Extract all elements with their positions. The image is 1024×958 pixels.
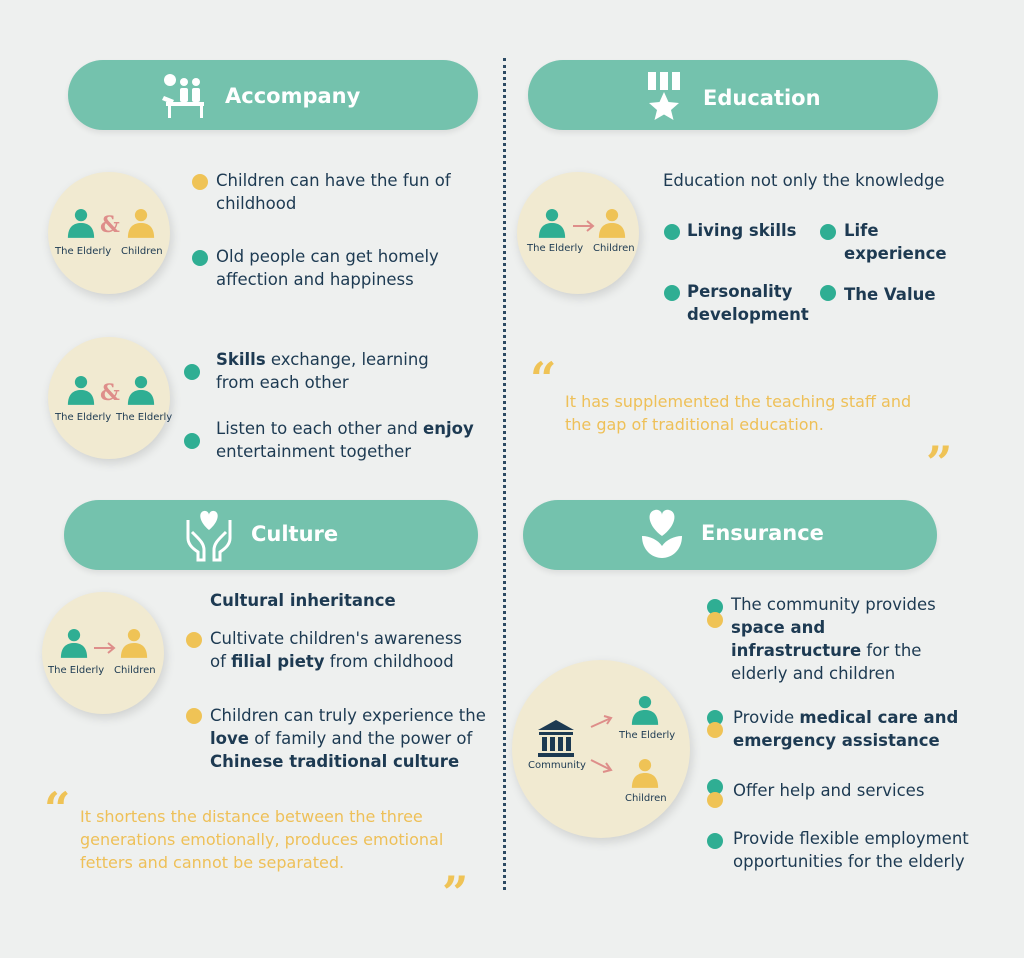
arrow-icon	[93, 642, 117, 654]
education-title: Education	[703, 86, 821, 110]
education-point: Life experience	[844, 221, 947, 263]
accompany-item-3: Skills exchange, learning from each other	[216, 350, 429, 392]
people-playing-icon	[160, 72, 208, 120]
bullet-green	[192, 250, 208, 266]
label-children: Children	[114, 665, 156, 676]
arrow-up-right-icon	[590, 714, 614, 728]
education-point: The Value	[844, 285, 936, 304]
accompany-item-1: Children can have the fun of childhood	[216, 171, 451, 213]
label-elderly: The Elderly	[48, 665, 105, 676]
label-children: Children	[593, 243, 635, 254]
label-children: Children	[625, 793, 667, 804]
bullet-green	[184, 364, 200, 380]
label-elderly: The Elderly	[55, 246, 112, 257]
label-elderly: The Elderly	[619, 730, 676, 741]
bullet-green	[820, 285, 836, 301]
bullet-yellow	[707, 722, 723, 738]
accompany-item-4: Listen to each other and enjoy entertainment together	[216, 419, 474, 461]
ensurance-item-4: Provide flexible employment opportunities for the elderly	[733, 829, 969, 871]
ensurance-item-3: Offer help and services	[733, 781, 925, 800]
bullet-yellow	[707, 612, 723, 628]
culture-item-2: Children can truly experience the love of family and the power of Chinese traditional culture	[210, 706, 486, 771]
elderly-person-icon	[631, 695, 659, 725]
open-quote-mark: “	[530, 352, 557, 406]
ampersand: &	[100, 212, 120, 238]
elderly-person-icon	[60, 628, 88, 658]
education-quote: It has supplemented the teaching staff and the gap of traditional education.	[565, 392, 912, 434]
bullet-yellow	[707, 792, 723, 808]
culture-title: Culture	[251, 522, 339, 546]
bullet-yellow	[186, 708, 202, 724]
elderly-person-icon	[67, 208, 95, 238]
ampersand: &	[100, 380, 120, 406]
culture-heading: Cultural inheritance	[210, 591, 396, 610]
hands-heart-icon	[184, 508, 234, 560]
label-elderly: The Elderly	[116, 412, 173, 423]
elderly-person-icon	[538, 208, 566, 238]
bullet-green	[664, 224, 680, 240]
bullet-green	[707, 833, 723, 849]
building-icon	[536, 718, 576, 758]
bullet-green	[664, 285, 680, 301]
education-point: Living skills	[687, 221, 797, 240]
culture-quote: It shortens the distance between the three generations emotionally, produces emotional fetters and cannot be separated.	[80, 807, 444, 872]
accompany-item-2: Old people can get homely affection and happiness	[216, 247, 439, 289]
close-quote-mark: ”	[926, 436, 953, 490]
label-children: Children	[121, 246, 163, 257]
education-intro: Education not only the knowledge	[663, 171, 945, 190]
label-community: Community	[528, 760, 586, 771]
label-elderly: The Elderly	[527, 243, 584, 254]
arrow-icon	[572, 220, 596, 232]
child-person-icon	[598, 208, 626, 238]
medal-star-icon	[644, 72, 684, 122]
bullet-green	[820, 224, 836, 240]
bullet-yellow	[186, 632, 202, 648]
child-person-icon	[631, 758, 659, 788]
ensurance-item-2: Provide medical care and emergency assistance	[733, 708, 959, 750]
label-elderly: The Elderly	[55, 412, 112, 423]
culture-item-1: Cultivate children's awareness of filial piety from childhood	[210, 629, 463, 671]
bullet-green	[184, 433, 200, 449]
elderly-person-icon	[127, 375, 155, 405]
ensurance-title: Ensurance	[701, 521, 824, 545]
elderly-person-icon	[67, 375, 95, 405]
ensurance-item-1: The community provides space and infrastructure for the elderly and children	[731, 595, 936, 683]
education-point: Personality development	[687, 282, 809, 324]
child-person-icon	[127, 208, 155, 238]
close-quote-mark: ”	[442, 866, 469, 920]
heart-flower-icon	[640, 506, 684, 560]
bullet-yellow	[192, 174, 208, 190]
center-divider	[503, 58, 506, 890]
arrow-down-right-icon	[590, 758, 614, 774]
accompany-title: Accompany	[225, 84, 361, 108]
open-quote-mark: “	[44, 782, 71, 836]
child-person-icon	[120, 628, 148, 658]
